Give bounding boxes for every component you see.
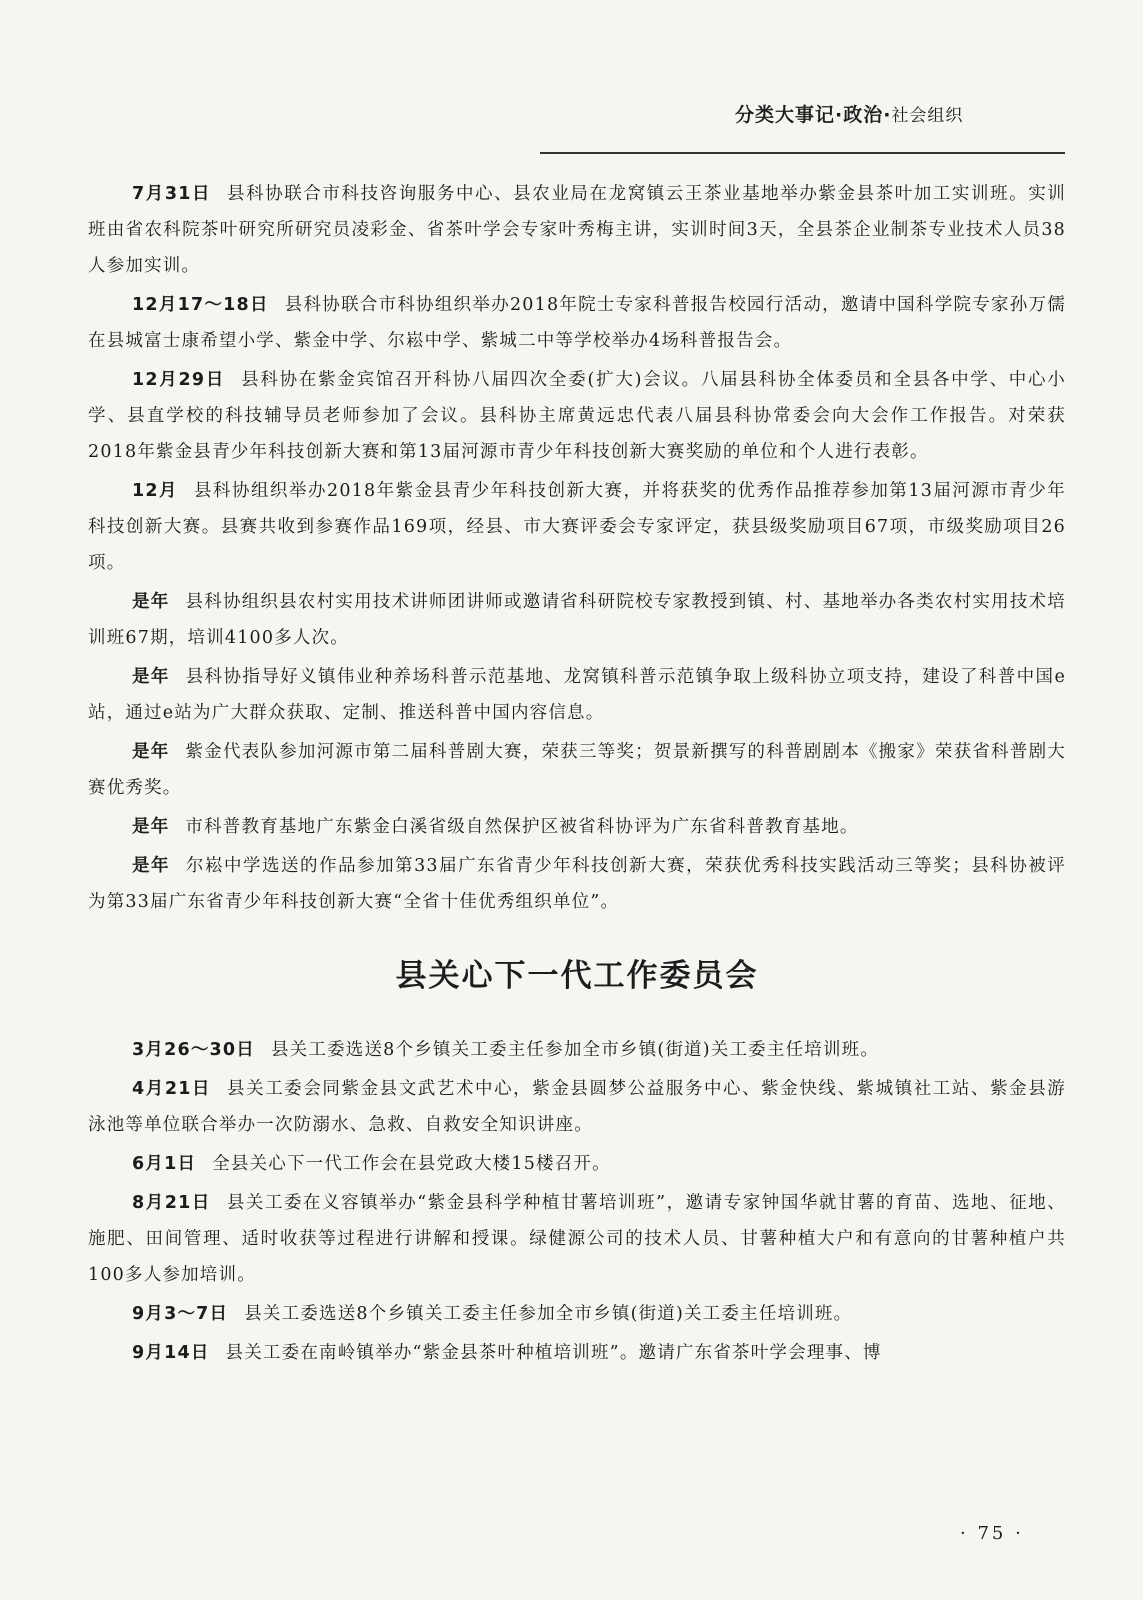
chronicle-entry	[88, 473, 1066, 581]
chronicle-entry	[88, 287, 1066, 359]
entry-text: 紫金代表队参加河源市第二届科普剧大赛，荣获三等奖；贺景新撰写的科普剧剧本《搬家》荣获省科普剧大赛优秀奖。	[88, 742, 1066, 798]
entry-text: 县科协指导好义镇伟业种养场科普示范基地、龙窝镇科普示范镇争取上级科协立项支持，建设了科普中国e站，通过e站为广大群众获取、定制、推送科普中国内容信息。	[88, 667, 1066, 723]
entry-text: 县科协联合市科技咨询服务中心、县农业局在龙窝镇云王茶业基地举办紫金县茶叶加工实训班。实训班由省农科院茶叶研究所研究员凌彩金、省茶叶学会专家叶秀梅主讲，实训时间3天，全县茶企业制茶专业技术人员38人参加实训。	[88, 184, 1067, 276]
header-main: 分类大事记·政治·	[735, 104, 892, 126]
header-sub: 社会组织	[891, 106, 964, 126]
header-rule	[540, 152, 1065, 154]
entry-date: 6月1日	[132, 1154, 197, 1174]
entry-text: 县科协在紫金宾馆召开科协八届四次全委(扩大)会议。八届县科协全体委员和全县各中学、中心小学、县直学校的科技辅导员老师参加了会议。县科协主席黄远忠代表八届县科协常委会向大会作工作报告。对荣获2018年紫金县青少年科技创新大赛和第13届河源市青少年科技创新大赛奖励的单位和个人进行表彰。	[88, 370, 1067, 462]
chronicle-entry	[88, 1296, 1066, 1332]
page-number: · 75 ·	[960, 1523, 1024, 1544]
entry-text: 县关工委选送8个乡镇关工委主任参加全市乡镇(街道)关工委主任培训班。	[244, 1304, 853, 1324]
chronicle-entry	[88, 1146, 1066, 1182]
entry-date: 是年	[132, 817, 170, 837]
entry-date: 是年	[132, 592, 170, 612]
entry-date: 8月21日	[132, 1193, 211, 1213]
entry-date: 9月3～7日	[132, 1304, 229, 1324]
section-title: 县关心下一代工作委员会	[395, 958, 759, 994]
chronicle-entry	[88, 584, 1066, 656]
entry-text: 市科普教育基地广东紫金白溪省级自然保护区被省科协评为广东省科普教育基地。	[185, 817, 859, 837]
entry-text: 尔崧中学选送的作品参加第33届广东省青少年科技创新大赛，荣获优秀科技实践活动三等奖；县科协被评为第33届广东省青少年科技创新大赛“全省十佳优秀组织单位”。	[88, 856, 1066, 912]
entry-text: 县关工委会同紫金县文武艺术中心，紫金县圆梦公益服务中心、紫金快线、紫城镇社工站、紫金县游泳池等单位联合举办一次防溺水、急救、自救安全知识讲座。	[88, 1079, 1067, 1135]
entry-date: 4月21日	[132, 1079, 212, 1099]
chronicle-entry	[88, 176, 1066, 284]
section-guangongwei	[88, 1032, 1066, 1371]
chronicle-entry	[88, 1032, 1066, 1068]
entry-text: 县科协组织举办2018年紫金县青少年科技创新大赛，并将获奖的优秀作品推荐参加第13届河源市青少年科技创新大赛。县赛共收到参赛作品169项，经县、市大赛评委会专家评定，获县级奖励项目67项，市级奖励项目26项。	[88, 481, 1067, 573]
entry-date: 9月14日	[132, 1343, 210, 1363]
section-kexie	[88, 176, 1066, 920]
entry-date: 是年	[132, 742, 170, 762]
entry-date: 12月29日	[132, 370, 226, 390]
chronicle-entry	[88, 659, 1066, 731]
entry-text: 县科协联合市科协组织举办2018年院士专家科普报告校园行活动，邀请中国科学院专家孙万儒在县城富士康希望小学、紫金中学、尔崧中学、紫城二中等学校举办4场科普报告会。	[88, 295, 1066, 351]
chronicle-entry	[88, 1185, 1066, 1293]
entry-text: 县关工委在南岭镇举办“紫金县茶叶种植培训班”。邀请广东省茶叶学会理事、博	[225, 1343, 882, 1363]
chronicle-entry	[88, 1335, 1066, 1371]
entry-date: 12月17～18日	[132, 295, 269, 315]
chronicle-entry	[88, 848, 1066, 920]
chronicle-entry	[88, 362, 1066, 470]
chronicle-entry	[88, 734, 1066, 806]
page-content	[88, 176, 1066, 1374]
chronicle-entry	[88, 809, 1066, 845]
entry-date: 7月31日	[132, 184, 212, 204]
entry-date: 是年	[132, 667, 170, 687]
entry-text: 县科协组织县农村实用技术讲师团讲师或邀请省科研院校专家教授到镇、村、基地举办各类农村实用技术培训班67期，培训4100多人次。	[88, 592, 1066, 648]
entry-date: 是年	[132, 856, 171, 876]
entry-text: 县关工委在义容镇举办“紫金县科学种植甘薯培训班”，邀请专家钟国华就甘薯的育苗、选地、征地、施肥、田间管理、适时收获等过程进行讲解和授课。绿健源公司的技术人员、甘薯种植大户和有意向的甘薯种植户共100多人参加培训。	[88, 1193, 1067, 1285]
entry-text: 县关工委选送8个乡镇关工委主任参加全市乡镇(街道)关工委主任培训班。	[270, 1040, 880, 1060]
running-header	[735, 100, 963, 127]
chronicle-entry	[88, 1071, 1066, 1143]
entry-date: 12月	[132, 481, 179, 501]
entry-date: 3月26～30日	[132, 1040, 255, 1060]
entry-text: 全县关心下一代工作会在县党政大楼15楼召开。	[212, 1154, 611, 1174]
